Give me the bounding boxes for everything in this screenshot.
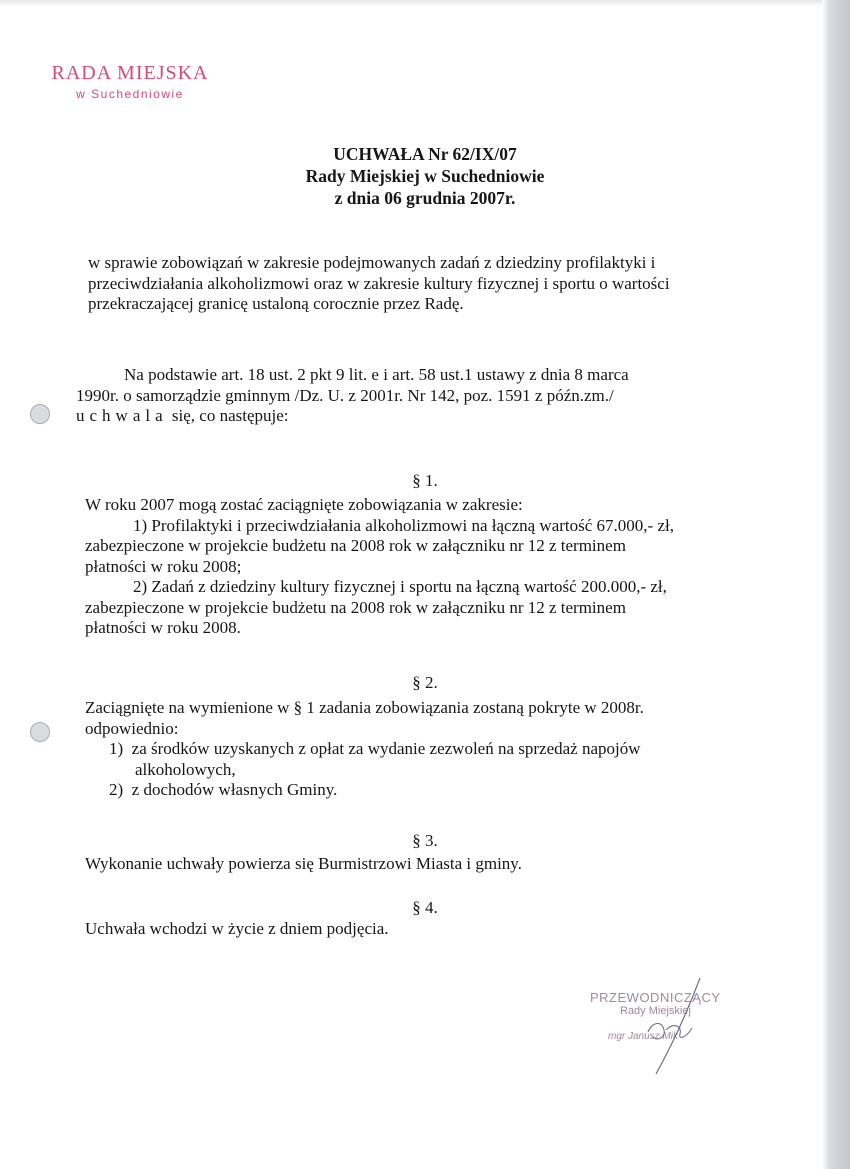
title-line-3: z dnia 06 grudnia 2007r. [334, 188, 516, 208]
section-1-item-1-line-1 [85, 516, 785, 537]
scan-top-edge [0, 0, 850, 6]
section-1-heading: § 1. [412, 471, 438, 490]
section-1-item-1-line-1-text: 1) Profilaktyki i przeciwdziałania alkoholizmowi na łączną wartość 67.000,- zł, [133, 515, 674, 535]
title-line-2: Rady Miejskiej w Suchedniowie [305, 166, 545, 186]
section-1-item-2-line-1-text: 2) Zadań z dziedziny kultury fizycznej i sportu na łączną wartość 200.000,- zł, [133, 577, 667, 596]
section-4-text: Uchwała wchodzi w życie z dniem podjęcia. [85, 919, 389, 938]
section-2-item-1-text: za środków uzyskanych z opłat za wydanie zezwoleń na sprzedaż napojów [131, 739, 641, 758]
basis-line-3-rest: się, co następuje: [171, 406, 289, 425]
section-3-heading: § 3. [412, 831, 438, 850]
subject-paragraph [88, 253, 778, 315]
legal-basis-paragraph [76, 365, 776, 427]
section-1-item-2-line-1 [85, 577, 785, 598]
chairman-signature-stamp [590, 990, 770, 1042]
uchwala-word: uchwala [76, 406, 168, 425]
section-2-item-2-number: 2) [109, 780, 124, 799]
section-2-item-2-text: z dochodów własnych Gminy. [131, 780, 338, 799]
section-1-item-2-line-3: płatności w roku 2008. [85, 618, 241, 637]
section-1-item-1-line-3: płatności w roku 2008; [85, 556, 242, 576]
signature-title: PRZEWODNICZĄCY [590, 990, 721, 1005]
subject-line-1: w sprawie zobowiązań w zakresie podejmowanych zadań z dziedziny profilaktyki i [88, 253, 656, 272]
section-2-item-1-cont: alkoholowych, [135, 759, 236, 779]
council-stamp [40, 62, 220, 101]
resolution-title [0, 143, 850, 209]
section-1-item-2-line-2: zabezpieczone w projekcie budżetu na 2008 rok w załączniku nr 12 z terminem [85, 597, 626, 617]
basis-line-3 [76, 406, 776, 427]
signature-name: mgr Janusz Mik [608, 1031, 679, 1042]
basis-line-2: 1990r. o samorządzie gminnym /Dz. U. z 2001r. Nr 142, poz. 1591 z późn.zm./ [76, 385, 614, 405]
section-2-line-1: Zaciągnięte na wymienione w § 1 zadania zobowiązania zostaną pokryte w 2008r. [85, 698, 644, 717]
section-1-body [85, 495, 785, 639]
punch-hole-top [30, 404, 50, 424]
punch-hole-bottom [30, 722, 50, 742]
section-2-item-1 [85, 739, 785, 760]
basis-line-1 [76, 365, 776, 386]
stamp-line-2: w Suchedniowie [76, 87, 184, 101]
signature-council: Rady Miejskiej [620, 1005, 691, 1017]
section-2-item-2 [85, 780, 785, 801]
subject-line-2: przeciwdziałania alkoholizmowi oraz w zakresie kultury fizycznej i sportu o wartości [88, 273, 670, 293]
subject-line-3: przekraczającej granicę ustaloną corocznie przez Radę. [88, 294, 464, 313]
handwritten-signature [590, 970, 770, 1080]
section-1-intro: W roku 2007 mogą zostać zaciągnięte zobowiązania w zakresie: [85, 495, 523, 514]
section-1-item-1-line-2: zabezpieczone w projekcie budżetu na 2008 rok w załączniku nr 12 z terminem [85, 536, 626, 555]
section-2-item-1-number: 1) [109, 739, 124, 758]
section-3-text: Wykonanie uchwały powierza się Burmistrzowi Miasta i gminy. [85, 854, 522, 873]
section-2-line-2: odpowiednio: [85, 718, 179, 738]
stamp-line-1: RADA MIEJSKA [51, 62, 209, 84]
section-2-body [85, 698, 785, 801]
title-line-1: UCHWAŁA Nr 62/IX/07 [333, 144, 517, 164]
basis-line-1-text: Na podstawie art. 18 ust. 2 pkt 9 lit. e i art. 58 ust.1 ustawy z dnia 8 marca [124, 365, 629, 384]
section-4-heading: § 4. [412, 898, 438, 917]
section-2-heading: § 2. [412, 673, 438, 692]
